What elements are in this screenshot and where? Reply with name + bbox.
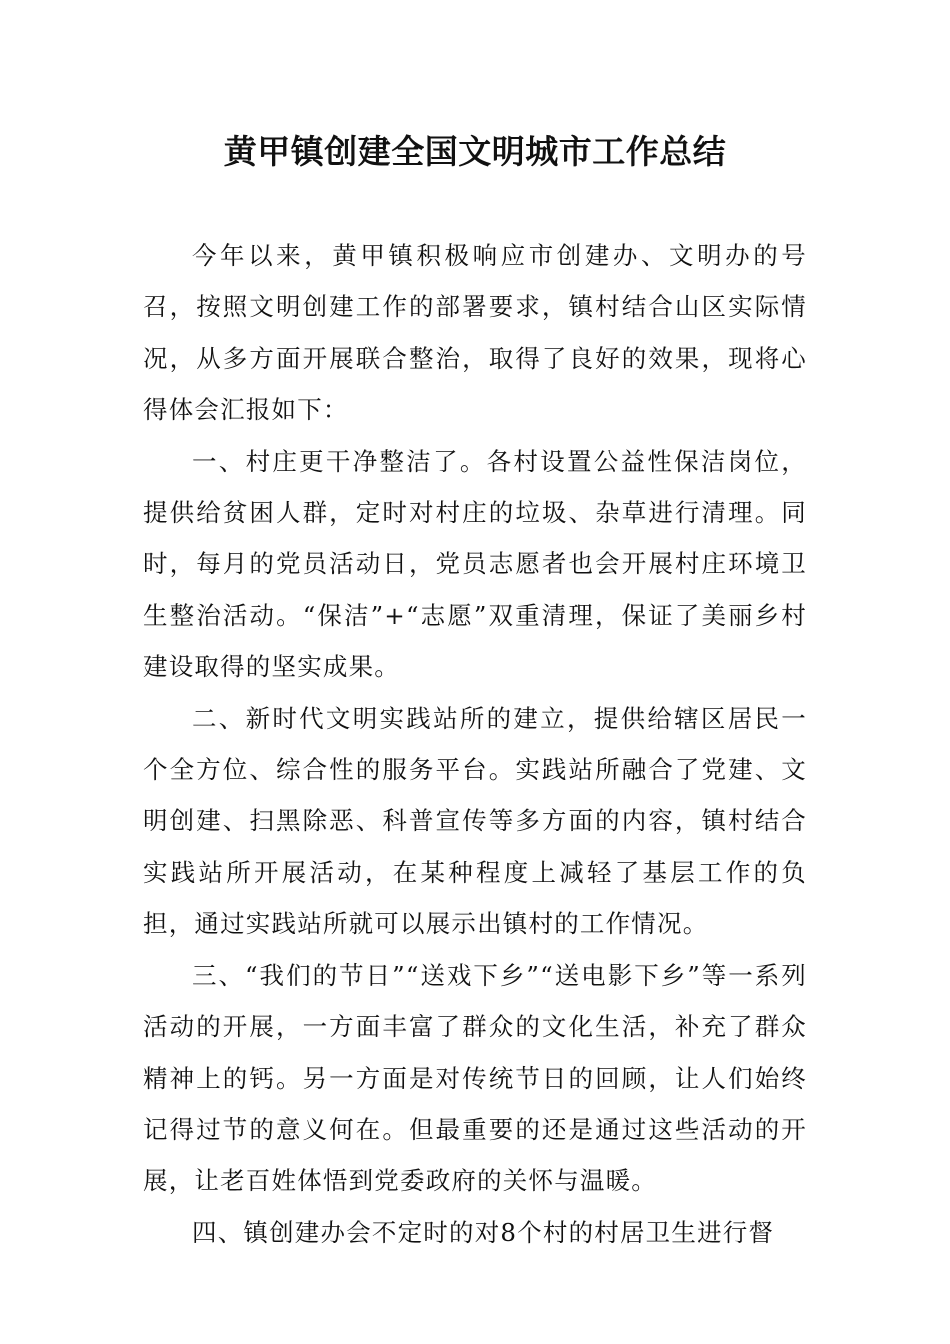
paragraph-section-3: 三、“我们的节日”“送戏下乡”“送电影下乡”等一系列活动的开展，一方面丰富了群众的文化生活，补充了群众精神上的钙。另一方面是对传统节日的回顾，让人们始终记得过节的意义何在。但最重要的还是通过这些活动的开展，让老百姓体悟到党委政府的关怀与温暖。 bbox=[143, 960, 807, 1196]
paragraph-intro: 今年以来，黄甲镇积极响应市创建办、文明办的号召，按照文明创建工作的部署要求，镇村结合山区实际情况，从多方面开展联合整治，取得了良好的效果，现将心得体会汇报如下： bbox=[143, 241, 807, 425]
paragraph-section-1: 一、村庄更干净整洁了。各村设置公益性保洁岗位，提供给贫困人群，定时对村庄的垃圾、杂草进行清理。同时，每月的党员活动日，党员志愿者也会开展村庄环境卫生整治活动。“保洁”+“志愿”双重清理，保证了美丽乡村建设取得的坚实成果。 bbox=[143, 446, 807, 682]
paragraph-section-2: 二、新时代文明实践站所的建立，提供给辖区居民一个全方位、综合性的服务平台。实践站所融合了党建、文明创建、扫黑除恶、科普宣传等多方面的内容，镇村结合实践站所开展活动，在某种程度上减轻了基层工作的负担，通过实践站所就可以展示出镇村的工作情况。 bbox=[143, 703, 807, 939]
document-body bbox=[143, 230, 807, 1258]
document-title: 黄甲镇创建全国文明城市工作总结 bbox=[223, 132, 727, 171]
paragraph-section-4: 四、镇创建办会不定时的对8个村的村居卫生进行督 bbox=[192, 1217, 775, 1247]
